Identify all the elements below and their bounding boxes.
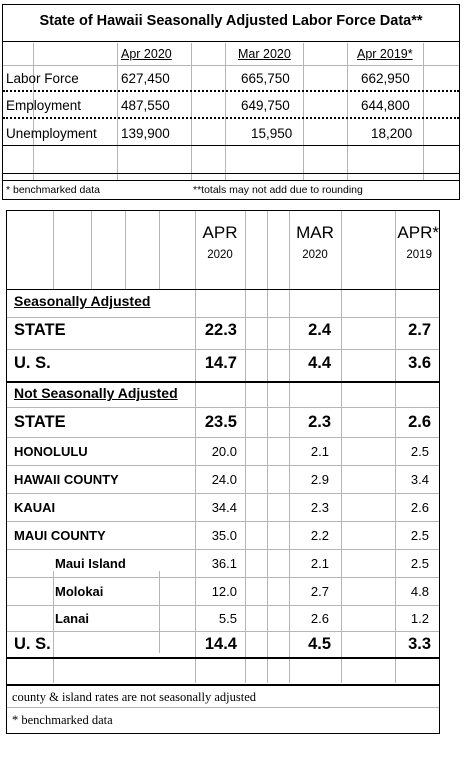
grid-line [7, 437, 439, 438]
cell-value: 2.6 [410, 500, 429, 515]
col-header-year: 2020 [302, 249, 328, 261]
row-divider [3, 180, 459, 181]
row-label: Molokai [55, 584, 104, 599]
section-divider [7, 657, 439, 659]
section-divider [7, 381, 439, 383]
section-heading-not-seasonally-adjusted: Not Seasonally Adjusted [14, 385, 178, 401]
row-label: KAUAI [14, 500, 56, 515]
cell-value: 2.3 [308, 413, 331, 431]
col-header-mar-2020: Mar 2020 [238, 47, 291, 61]
row-label: U. S. [14, 354, 51, 372]
row-divider [3, 173, 459, 174]
grid-line [245, 211, 246, 683]
grid-line [159, 571, 160, 653]
cell-value: 2.7 [408, 321, 431, 339]
grid-line [125, 211, 126, 289]
cell-value: 34.4 [211, 500, 237, 515]
row-label: STATE [14, 413, 66, 431]
grid-line [7, 707, 439, 708]
cell-value: 2.5 [410, 556, 429, 571]
note-not-seasonally-adjusted: county & island rates are not seasonally adjusted [12, 690, 257, 704]
col-header-apr-2019: APR* [397, 223, 439, 242]
grid-line [7, 493, 439, 494]
cell-value: 5.5 [218, 611, 237, 626]
row-divider [3, 145, 459, 146]
cell-value: 14.7 [204, 354, 237, 372]
cell-value: 139,900 [121, 126, 170, 141]
row-label: U. S. [14, 635, 51, 653]
grid-line [7, 549, 439, 550]
cell-value: 3.3 [408, 635, 431, 653]
cell-value: 665,750 [241, 71, 290, 86]
footnote-benchmarked: * benchmarked data [6, 184, 100, 196]
cell-value: 4.5 [308, 635, 331, 653]
col-header-mar-2020: MAR [296, 223, 334, 242]
cell-value: 1.2 [410, 611, 429, 626]
dotted-divider [3, 90, 459, 92]
grid-line [7, 521, 439, 522]
cell-value: 2.1 [310, 556, 329, 571]
grid-line [7, 465, 439, 466]
cell-value: 2.5 [410, 528, 429, 543]
cell-value: 12.0 [211, 584, 237, 599]
footnote-rounding: **totals may not add due to rounding [193, 184, 363, 196]
grid-line [303, 43, 304, 181]
cell-value: 2.1 [310, 444, 329, 459]
row-label: Employment [6, 98, 82, 113]
cell-value: 35.0 [211, 528, 237, 543]
cell-value: 487,550 [121, 98, 170, 113]
grid-line [117, 43, 118, 181]
cell-value: 649,750 [241, 98, 290, 113]
row-label: Unemployment [6, 126, 97, 141]
header-divider [7, 289, 439, 290]
grid-line [53, 211, 54, 289]
row-label: Maui Island [55, 556, 126, 571]
grid-line [423, 43, 424, 181]
labor-force-title: State of Hawaii Seasonally Adjusted Labor Force Data** [39, 13, 423, 29]
row-label: MAUI COUNTY [14, 528, 106, 543]
grid-line [91, 211, 92, 289]
section-divider [7, 684, 439, 686]
cell-value: 2.9 [310, 472, 329, 487]
cell-value: 22.3 [204, 321, 237, 339]
grid-line [53, 571, 54, 653]
grid-line [7, 317, 439, 318]
cell-value: 24.0 [211, 472, 237, 487]
grid-line [7, 407, 439, 408]
title-divider [3, 41, 459, 42]
row-label: STATE [14, 321, 66, 339]
cell-value: 2.7 [310, 584, 329, 599]
dotted-divider [3, 117, 459, 119]
col-header-year: 2020 [207, 249, 233, 261]
cell-value: 2.2 [310, 528, 329, 543]
cell-value: 20.0 [211, 444, 237, 459]
cell-value: 3.6 [408, 354, 431, 372]
grid-line [347, 43, 348, 181]
cell-value: 662,950 [361, 71, 410, 86]
col-header-year: 2019 [406, 249, 432, 261]
grid-line [7, 631, 439, 632]
grid-line [159, 211, 160, 289]
section-heading-seasonally-adjusted: Seasonally Adjusted [14, 293, 151, 309]
cell-value: 4.4 [308, 354, 331, 372]
col-header-apr-2019: Apr 2019* [357, 47, 413, 61]
cell-value: 627,450 [121, 71, 170, 86]
cell-value: 2.6 [408, 413, 431, 431]
col-header-apr-2020: APR [202, 223, 238, 242]
row-label: HONOLULU [14, 444, 88, 459]
cell-value: 18,200 [371, 126, 413, 141]
cell-value: 2.6 [310, 611, 329, 626]
grid-line [7, 605, 439, 606]
unemployment-rate-table [6, 210, 440, 734]
grid-line [7, 577, 439, 578]
cell-value: 36.1 [211, 556, 237, 571]
col-header-apr-2020: Apr 2020 [121, 47, 172, 61]
grid-line [267, 211, 268, 683]
row-label: Lanai [55, 611, 89, 626]
cell-value: 2.3 [310, 500, 329, 515]
grid-line [7, 349, 439, 350]
grid-line [3, 65, 459, 66]
row-label: HAWAII COUNTY [14, 472, 119, 487]
cell-value: 2.4 [308, 321, 331, 339]
note-benchmarked: * benchmarked data [12, 713, 113, 727]
cell-value: 644,800 [361, 98, 410, 113]
cell-value: 14.4 [204, 635, 237, 653]
grid-line [341, 211, 342, 683]
cell-value: 15,950 [251, 126, 293, 141]
row-label: Labor Force [6, 71, 79, 86]
cell-value: 2.5 [410, 444, 429, 459]
cell-value: 4.8 [410, 584, 429, 599]
cell-value: 23.5 [204, 413, 237, 431]
grid-line [225, 43, 226, 181]
grid-line [191, 43, 192, 181]
cell-value: 3.4 [410, 472, 429, 487]
labor-force-table [2, 4, 460, 200]
